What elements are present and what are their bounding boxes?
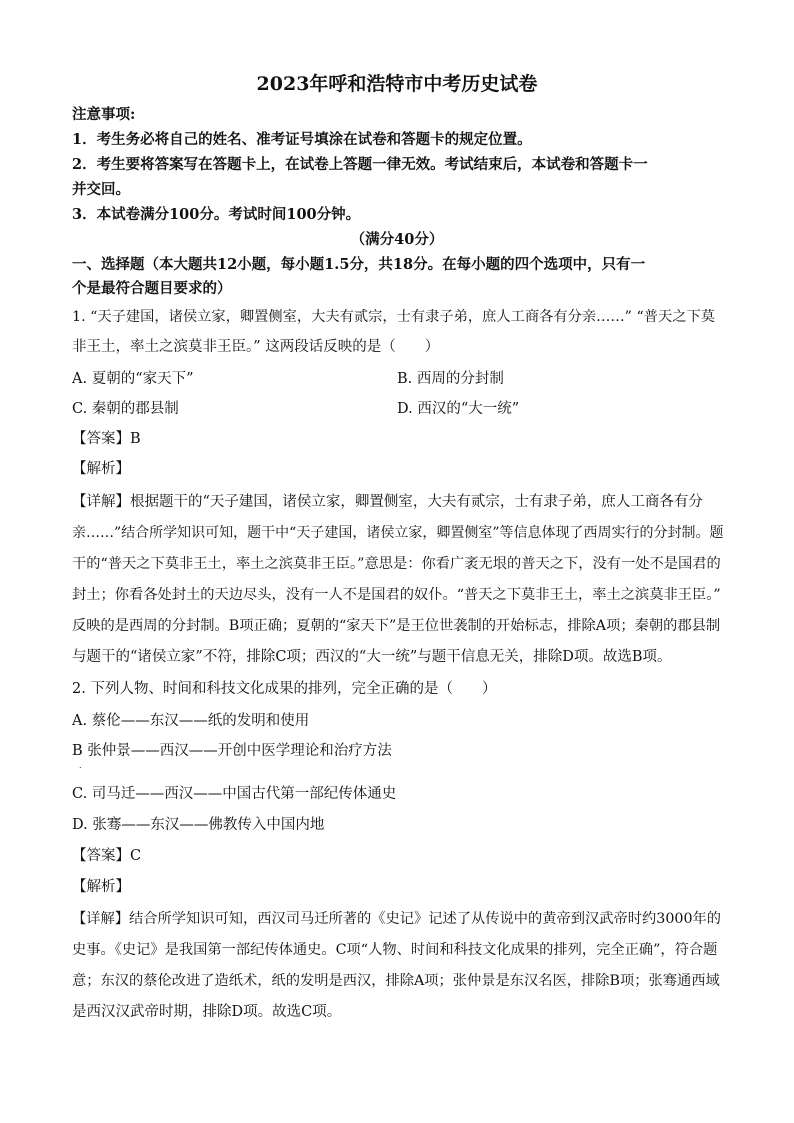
question-1-stem: 非王土，率土之滨莫非王臣。” 这两段话反映的是（ ）	[72, 339, 440, 355]
question-1-detail: 封土；你看各处封土的天边尽头，没有一人不是国君的奴仆。“普天之下莫非王土，率土之滨莫非王臣。”	[72, 587, 721, 603]
question-2-detail: 是西汉汉武帝时期，排除D项。故选C项。	[72, 1004, 342, 1020]
question-2-option-c: C. 司马迁——西汉——中国古代第一部纪传体通史	[72, 786, 397, 802]
question-2-detail: 意；东汉的蔡伦改进了造纸术，纸的发明是西汉，排除A项；张仲景是东汉名医，排除B项；张骞通西域	[72, 973, 720, 989]
question-1-option-a: A. 夏朝的“家天下”	[72, 371, 194, 387]
section-heading: 个是最符合题目要求的）	[72, 280, 232, 297]
notice-item: 并交回。	[72, 181, 130, 198]
notice-item: 3．本试卷满分100分。考试时间100分钟。	[72, 206, 361, 223]
question-2-option-b: B 张仲景——西汉——开创中医学理论和治疗方法	[72, 743, 392, 759]
page-title: 2023年呼和浩特市中考历史试卷	[256, 73, 538, 95]
question-1-detail: 反映的是西周的分封制。B项正确；夏朝的“家天下”是王位世袭制的开始标志，排除A项；秦朝的郡县制	[72, 618, 721, 634]
notice-item: 1．考生务必将自己的姓名、准考证号填涂在试卷和答题卡的规定位置。	[72, 131, 532, 148]
question-1-detail: 【详解】根据题干的“天子建国，诸侯立家，卿置侧室，大夫有贰宗，士有隶子弟，庶人工商各有分	[72, 494, 703, 510]
question-2-detail: 【详解】结合所学知识可知，西汉司马迁所著的《史记》记述了从传说中的黄帝到汉武帝时约3000年的	[72, 911, 722, 927]
stray-dot: .	[79, 761, 82, 770]
question-2-option-d: D. 张骞——东汉——佛教传入中国内地	[72, 817, 325, 833]
question-2-detail: 史事。《史记》是我国第一部纪传体通史。C项“人物、时间和科技文化成果的排列，完全正确”，符合题	[72, 942, 718, 958]
notice-item: 2．考生要将答案写在答题卡上，在试卷上答题一律无效。考试结束后，本试卷和答题卡一	[72, 156, 648, 173]
question-1-option-d: D. 西汉的“大一统”	[397, 401, 520, 417]
question-1-stem: 1. “天子建国，诸侯立家，卿置侧室，大夫有贰宗，士有隶子弟，庶人工商各有分亲……” “普天之下莫	[72, 309, 716, 325]
question-1-option-b: B. 西周的分封制	[397, 371, 504, 387]
question-1-detail: 亲……”结合所学知识可知，题干中“天子建国，诸侯立家，卿置侧室”等信息体现了西周实行的分封制。题	[72, 525, 724, 541]
question-2-analysis-label: 【解析】	[72, 879, 130, 895]
question-2-stem: 2. 下列人物、时间和科技文化成果的排列，完全正确的是（ ）	[72, 681, 497, 697]
question-2-option-a: A. 蔡伦——东汉——纸的发明和使用	[72, 713, 310, 729]
question-1-answer: 【答案】B	[72, 431, 141, 447]
question-1-detail: 干的“普天之下莫非王土，率土之滨莫非王臣。”意思是：你看广袤无垠的普天之下，没有一处不是国君的	[72, 556, 721, 572]
question-1-analysis-label: 【解析】	[72, 461, 130, 477]
question-1-option-c: C. 秦朝的郡县制	[72, 401, 179, 417]
section-heading: 一、选择题（本大题共12小题，每小题1.5分，共18分。在每小题的四个选项中，只有一	[72, 256, 646, 273]
notice-heading: 注意事项:	[72, 106, 136, 123]
question-1-detail: 与题干的“诸侯立家”不符，排除C项；西汉的“大一统”与题干信息无关，排除D项。故选B项。	[72, 649, 672, 665]
question-2-answer: 【答案】C	[72, 848, 142, 864]
full-score: （满分40分）	[350, 231, 444, 248]
